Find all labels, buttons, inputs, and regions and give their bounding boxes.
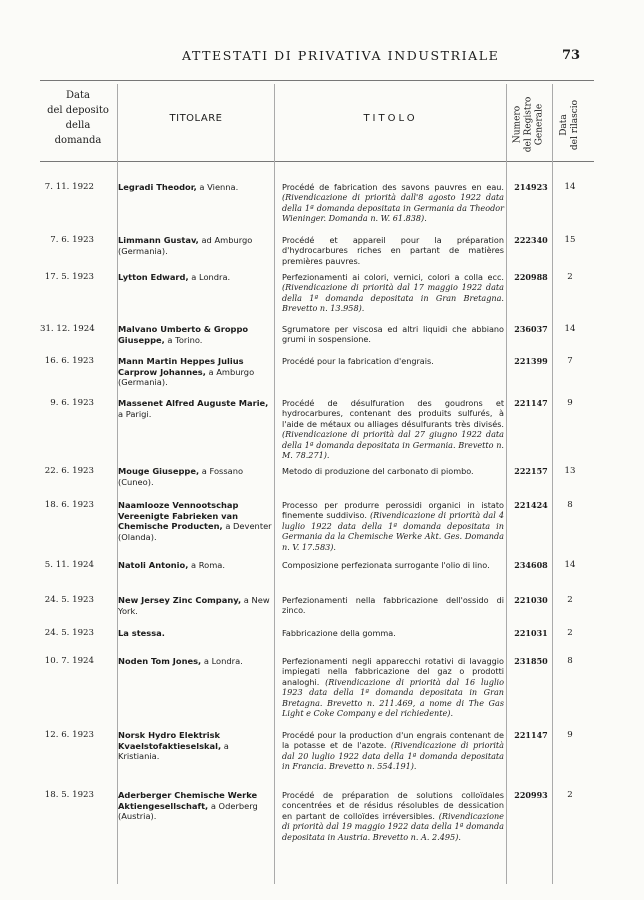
register-number: 221031 <box>514 628 548 638</box>
owner-name: Massenet Alfred Auguste Marie, <box>118 398 269 408</box>
patent-title <box>282 324 504 345</box>
deposit-date: 18. 5. 1923 <box>44 790 94 800</box>
column-divider <box>274 84 275 884</box>
release-date: 9 <box>567 398 573 408</box>
release-date: 2 <box>567 790 573 800</box>
title-text: Perfezionamenti negli apparecchi rotativi di lavaggio impiegati nella fabbricazione del gaz o prodotti analoghi. <box>282 656 504 687</box>
owner-location: a Amburgo (Germania). <box>118 366 255 388</box>
owner-location: a Londra. <box>188 272 231 282</box>
owner-name: Noden Tom Jones, <box>118 656 202 666</box>
deposit-date: 7. 11. 1922 <box>44 182 94 192</box>
owner-location: ad Amburgo (Germania). <box>118 235 253 256</box>
owner-location: a Fossano (Cuneo). <box>118 466 244 487</box>
title-text: Fabbricazione della gomma. <box>282 628 396 638</box>
deposit-date: 17. 5. 1923 <box>44 272 94 282</box>
patent-title <box>282 235 504 266</box>
deposit-date: 24. 5. 1923 <box>44 595 94 605</box>
release-date: 14 <box>564 560 576 570</box>
release-date: 14 <box>564 324 576 334</box>
owner-location: a Roma. <box>188 560 226 570</box>
release-date: 2 <box>567 595 573 605</box>
release-date: 9 <box>567 730 573 740</box>
priority-claim: (Rivendicazione di priorità dal 27 giugno 1922 data della 1ª domanda depositata in Germania. Brevetto n. M. 78.271). <box>282 429 504 461</box>
patent-title <box>282 466 504 476</box>
register-number: 221424 <box>514 500 548 510</box>
deposit-date: 31. 12. 1924 <box>40 324 95 334</box>
owner-name: Naamlooze Vennootschap Vereenigte Fabrieken van Chemische Producten, <box>118 500 239 532</box>
owner-name: Limmann Gustav, <box>118 235 199 245</box>
register-number: 236037 <box>514 324 548 334</box>
owner <box>118 595 272 616</box>
register-number: 234608 <box>514 560 548 570</box>
register-number: 221147 <box>514 730 548 740</box>
release-date: 14 <box>564 182 576 192</box>
patent-title <box>282 628 504 638</box>
deposit-date: 12. 6. 1923 <box>44 730 94 740</box>
priority-claim: (Rivendicazione di priorità dal 19 maggio 1922 data della 1ª domanda depositata in Austria. Brevetto n. A. 2.495). <box>282 810 504 842</box>
owner-name: Lytton Edward, <box>118 272 189 282</box>
register-number: 231850 <box>514 656 548 666</box>
owner-name: Mouge Giuseppe, <box>118 466 200 476</box>
title-text: Procédé de désulfuration des goudrons et hydrocarbures, contenant des produits sulfurés, à l'aide de métaux ou alliages désulfurants très divisés. <box>282 398 504 429</box>
register-number: 221147 <box>514 398 548 408</box>
owner-location: a Vienna. <box>196 182 239 192</box>
patent-title <box>282 182 504 224</box>
deposit-date: 9. 6. 1923 <box>50 398 94 408</box>
title-text: Procédé pour la production d'un engrais contenant de la potasse et de l'azote. <box>282 730 504 751</box>
priority-claim: (Rivendicazione di priorità dal 4 luglio 1922 data della 1ª domanda depositata in Germania da la Chemische Werke Akt. Ges. Domanda n. V. 17.583). <box>282 510 505 552</box>
title-text: Sgrumatore per viscosa ed altri liquidi che abbiano grumi in sospensione. <box>282 324 504 345</box>
priority-claim: (Rivendicazione di priorità dall'8 agosto 1922 data della 1ª domanda depositata in Germania da Theodor Wieninger. Domanda n. W. 61.838). <box>282 192 504 224</box>
priority-claim: (Rivendicazione di priorità dal 16 luglio 1923 data della 1ª domanda depositata in Gran Bretagna. Brevetto n. 211.469, a nome di The Gas Light e Coke Company e del richiedente). <box>282 676 504 719</box>
release-date: 13 <box>564 466 576 476</box>
owner <box>118 272 272 283</box>
owner <box>118 730 272 762</box>
owner <box>118 182 272 193</box>
register-number: 220988 <box>514 272 548 282</box>
deposit-date: 7. 6. 1923 <box>50 235 94 245</box>
priority-claim: (Rivendicazione di priorità dal 17 maggio 1922 data della 1ª domanda depositata in Gran Bretagna. Brevetto n. 13.958). <box>282 282 504 314</box>
register-number: 220993 <box>514 790 548 800</box>
title-text: Composizione perfezionata surrogante l'olio di lino. <box>282 560 490 570</box>
owner-name: Natoli Antonio, <box>118 560 189 570</box>
release-date: 8 <box>567 656 573 666</box>
title-text: Processo per produrre perossidi organici in istato finemente suddiviso. <box>282 500 504 521</box>
title-text: Procédé de fabrication des savons pauvres en eau. <box>282 182 504 192</box>
deposit-date: 22. 6. 1923 <box>44 466 94 476</box>
owner <box>118 500 272 542</box>
release-date: 2 <box>567 628 573 638</box>
title-text: Perfezionamenti nella fabbricazione dell'ossido di zinco. <box>282 595 504 616</box>
register-number: 221399 <box>514 356 548 366</box>
release-date: 7 <box>567 356 573 366</box>
owner-name: New Jersey Zinc Company, <box>118 595 242 605</box>
deposit-date: 5. 11. 1924 <box>44 560 94 570</box>
page-number: 73 <box>562 48 581 63</box>
owner-name: Legradi Theodor, <box>118 182 197 192</box>
owner <box>118 324 272 345</box>
register-number: 222340 <box>514 235 548 245</box>
column-divider <box>506 84 507 884</box>
owner-name: Norsk Hydro Elektrisk Kvaelstofaktieselskal, <box>118 730 222 751</box>
table-top-rule <box>40 80 594 81</box>
patent-title <box>282 656 504 718</box>
owner-name: Malvano Umberto & Groppo Giuseppe, <box>118 324 249 345</box>
title-text: Procédé et appareil pour la préparation d'hydrocarbures riches en partant de matières premières pauvres. <box>282 235 504 266</box>
owner <box>118 656 272 667</box>
owner-location: a Parigi. <box>118 408 152 419</box>
deposit-date: 18. 6. 1923 <box>44 500 94 510</box>
owner-name: Mann Martin Heppes Julius Carprow Johannes, <box>118 356 244 377</box>
patent-title <box>282 356 504 366</box>
deposit-date: 10. 7. 1924 <box>44 656 94 666</box>
register-number: 214923 <box>514 182 548 192</box>
release-date: 8 <box>567 500 573 510</box>
column-header-number: Numero del Registro Generale <box>512 96 545 153</box>
owner-location: a Deventer (Olanda). <box>118 521 272 542</box>
table-header-rule <box>40 161 594 162</box>
register-number: 221030 <box>514 595 548 605</box>
owner <box>118 356 272 388</box>
register-number: 222157 <box>514 466 548 476</box>
owner-location: a Torino. <box>164 334 203 345</box>
owner-name: La stessa. <box>118 628 165 638</box>
owner-location: a Londra. <box>201 656 243 666</box>
column-header-title: TITOLO <box>363 112 418 124</box>
title-text: Procédé pour la fabrication d'engrais. <box>282 356 434 366</box>
patent-title <box>282 272 504 314</box>
patent-title <box>282 730 504 772</box>
owner-name: Aderberger Chemische Werke Aktiengesellschaft, <box>118 790 258 811</box>
column-header-release: Data del rilascio <box>559 99 580 151</box>
patent-title <box>282 595 504 616</box>
owner-location: a Oderberg (Austria). <box>118 800 258 822</box>
column-header-date: Data del deposito della domanda <box>47 90 109 146</box>
owner <box>118 398 272 419</box>
priority-claim: (Rivendicazione di priorità dal 20 luglio 1922 data della 1ª domanda depositata in Francia. Brevetto n. 554.191). <box>282 740 504 772</box>
owner-location: a New York. <box>118 595 270 616</box>
release-date: 15 <box>564 235 576 245</box>
column-header-owner: TITOLARE <box>169 112 223 124</box>
title-text: Perfezionamenti ai colori, vernici, colori a colla ecc. <box>282 272 504 282</box>
owner <box>118 790 272 822</box>
title-text: Metodo di produzione del carbonato di piombo. <box>282 466 474 476</box>
column-divider <box>552 84 553 884</box>
page-title: ATTESTATI DI PRIVATIVA INDUSTRIALE <box>182 48 500 63</box>
owner <box>118 628 272 639</box>
owner <box>118 560 272 571</box>
owner <box>118 235 272 256</box>
owner-location: a Kristiania. <box>118 740 229 762</box>
patent-title <box>282 398 504 460</box>
release-date: 2 <box>567 272 573 282</box>
deposit-date: 16. 6. 1923 <box>44 356 94 366</box>
patent-title <box>282 500 504 552</box>
patent-title <box>282 790 504 842</box>
patent-title <box>282 560 504 570</box>
owner <box>118 466 272 487</box>
deposit-date: 24. 5. 1923 <box>44 628 94 638</box>
title-text: Procédé de préparation de solutions colloïdales concentrées et de résidus résolubles de dessication en partant de colloïdes irréversibles. <box>282 790 504 821</box>
